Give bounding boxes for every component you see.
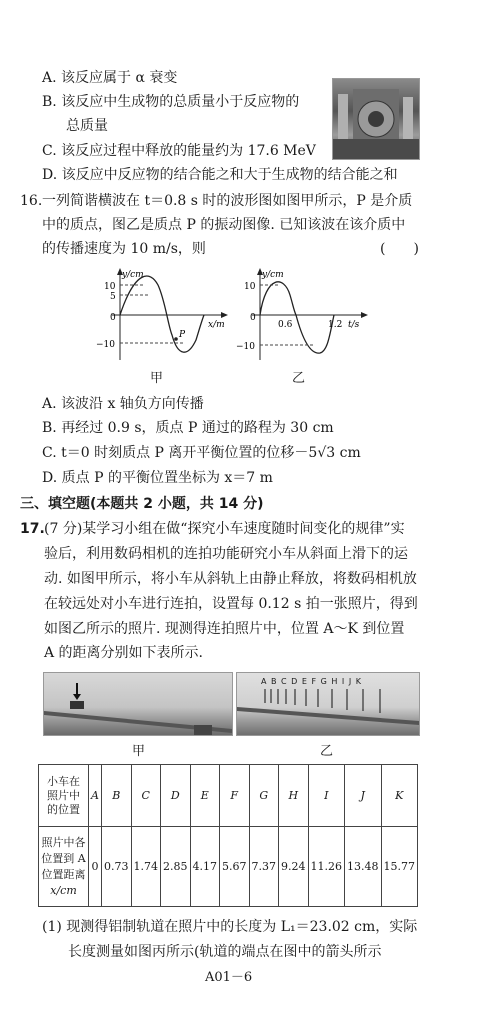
table-cell: 5.67 (220, 827, 250, 907)
row1-header-line1: 小车在 (47, 774, 81, 788)
q17-stem-line5: 如图乙所示的照片. 现测得连拍照片中，位置 A～K 到位置 (44, 621, 405, 637)
table-cell: 11.26 (308, 827, 345, 907)
q16-stem-line1: 一列简谐横波在 t＝0.8 s 时的波形图如图甲所示，P 是介质 (42, 193, 413, 209)
track-photo-a (43, 672, 233, 736)
q16-stem-line3: 的传播速度为 10 m/s，则 (42, 241, 206, 257)
q15-option-b-line1: B. 该反应中生成物的总质量小于反应物的 (42, 94, 300, 110)
q16-answer-bracket: ( ) (380, 241, 419, 257)
row1-header-line2: 照片中 (47, 788, 81, 802)
graph-b-tick-10: 10 (244, 282, 256, 292)
q16-option-c: C. t＝0 时刻质点 P 离开平衡位置的位移－5√3 cm (42, 445, 361, 461)
q16-number: 16. (20, 193, 43, 209)
table-cell: 7.37 (249, 827, 279, 907)
q15-option-b-line2: 总质量 (66, 118, 108, 134)
table-row-distances (39, 827, 418, 907)
table-cell: 0 (89, 827, 102, 907)
section-fill-in-heading: 三、填空题(本题共 2 小题，共 14 分) (20, 496, 264, 512)
q15-option-c: C. 该反应过程中释放的能量约为 17.6 MeV (42, 143, 316, 159)
graph-b-tick-0: 0 (250, 313, 256, 323)
page-number: A01－6 (205, 970, 253, 985)
graph-a-x-arrow (221, 312, 228, 318)
track-photo-b (236, 672, 420, 736)
graph-b-tick-neg10: −10 (236, 342, 255, 352)
row2-header-line2: 位置到 A (41, 851, 86, 865)
table-cell: J (345, 765, 382, 827)
q16-option-a: A. 该波沿 x 轴负方向传播 (42, 396, 204, 412)
q17-stem-line1: (7 分)某学习小组在做“探究小车速度随时间变化的规律”实 (44, 521, 405, 537)
row1-header-line3: 的位置 (47, 802, 81, 816)
q16-stem-line2: 中的质点，图乙是质点 P 的振动图像. 已知该波在该介质中 (42, 217, 406, 233)
q17-stem-line2: 验后，利用数码相机的连拍功能研究小车从斜面上滑下的运 (44, 546, 408, 562)
graph-a-x-label: x/m (208, 320, 225, 330)
photo-b-position-labels: A B C D E F G H I J K (261, 677, 362, 686)
table-cell: A (89, 765, 102, 827)
table-cell: G (249, 765, 279, 827)
q17-stem-line4: 在较远处对小车进行连拍，设置每 0.12 s 拍一张照片，得到 (44, 596, 418, 612)
table-cell: 13.48 (345, 827, 382, 907)
graph-b-x-label: t/s (348, 320, 360, 330)
q17-stem-line6: A 的距离分别如下表所示. (44, 645, 204, 661)
row2-header-line3: 位置距离 (41, 867, 86, 881)
q15-option-a: A. 该反应属于 α 衰变 (42, 70, 178, 86)
table-cell: 4.17 (190, 827, 220, 907)
table-cell: E (190, 765, 220, 827)
table-cell: H (279, 765, 309, 827)
wave-graph-a (90, 265, 230, 365)
table-cell: B (102, 765, 132, 827)
q16-option-b: B. 再经过 0.9 s，质点 P 通过的路程为 30 cm (42, 420, 334, 436)
table-row-positions (39, 765, 418, 827)
distance-table (38, 764, 418, 907)
q17-sub1-line1: (1) 现测得铝制轨道在照片中的长度为 L₁＝23.02 cm，实际 (42, 919, 418, 935)
reactor-illustration (333, 79, 419, 159)
graph-b-y-label: y/cm (262, 270, 284, 280)
track-photo-a-drawing (44, 673, 232, 735)
table-cell: 15.77 (381, 827, 418, 907)
graph-b-x-arrow (361, 312, 368, 318)
table-row1-header (39, 765, 89, 827)
graph-b-caption: 乙 (292, 371, 306, 386)
q15-option-d: D. 该反应中反应物的结合能之和大于生成物的结合能之和 (42, 167, 398, 183)
graph-a-tick-0: 0 (110, 313, 116, 323)
vibration-graph-b (230, 265, 370, 365)
table-cell: F (220, 765, 250, 827)
table-cell: C (131, 765, 161, 827)
q16-option-d: D. 质点 P 的平衡位置坐标为 x＝7 m (42, 470, 273, 486)
photo-a-caption: 甲 (132, 744, 146, 759)
table-cell: I (308, 765, 345, 827)
table-cell: 2.85 (161, 827, 191, 907)
graph-a-tick-10: 10 (104, 282, 116, 292)
row2-header-line1: 照片中各 (41, 835, 86, 849)
fusion-reactor-photo (332, 78, 420, 160)
graph-a-y-label: y/cm (122, 270, 144, 280)
graph-b-curve (260, 282, 334, 353)
photo-b-caption: 乙 (320, 744, 334, 759)
row2-header-line4: x/cm (50, 883, 77, 897)
table-row2-header (39, 827, 89, 907)
graph-a-tick-neg10: −10 (96, 340, 115, 350)
table-cell: K (381, 765, 418, 827)
table-cell: 9.24 (279, 827, 309, 907)
graph-a-point-p (174, 337, 178, 341)
graph-a-wave-curve (120, 276, 204, 352)
q17-sub1-line2: 长度测量如图丙所示(轨道的端点在图中的箭头所示 (68, 944, 382, 960)
q17-stem-line3: 动. 如图甲所示，将小车从斜轨上由静止释放，将数码相机放 (44, 571, 417, 587)
table-cell: D (161, 765, 191, 827)
graph-a-tick-5: 5 (110, 292, 116, 302)
graph-b-tick-0-6: 0.6 (278, 320, 293, 330)
table-cell: 1.74 (131, 827, 161, 907)
table-cell: 0.73 (102, 827, 132, 907)
graph-a-p-label: P (179, 330, 186, 340)
graph-b-tick-1-2: 1.2 (328, 320, 343, 330)
q17-number: 17. (20, 521, 45, 537)
graph-a-caption: 甲 (150, 371, 164, 386)
